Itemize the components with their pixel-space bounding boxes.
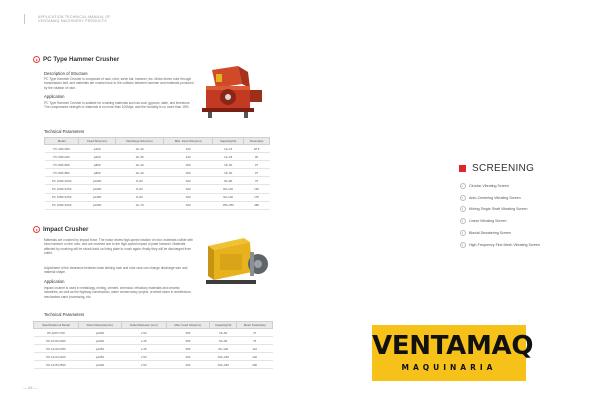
table-cell: PC 400×300 bbox=[45, 145, 79, 153]
header-rule bbox=[24, 14, 35, 24]
screening-item bbox=[460, 206, 527, 212]
column-header: Outlet Diameter (mm) bbox=[121, 322, 166, 329]
table-cell: PC 800×800 bbox=[45, 169, 79, 177]
column-header: Capacity(t/h) bbox=[213, 138, 244, 145]
table-cell: 200 bbox=[237, 361, 273, 369]
table-cell: 60~80 bbox=[213, 177, 244, 185]
table-cell: φ1000 bbox=[79, 329, 122, 337]
table-cell: 132 bbox=[237, 353, 273, 361]
table-cell: 320 bbox=[164, 177, 213, 185]
impact-desc-text-2: Adjustment of the clearance between back striking rack and rotor rack can change discharge size and material shape. bbox=[44, 266, 188, 275]
table-cell: 10~35 bbox=[115, 153, 163, 161]
arrow-bullet-icon bbox=[460, 206, 466, 212]
screening-item-label: High-Frequency Fine Mesh Vibrating Screen bbox=[469, 242, 540, 247]
table-cell: φ1300 bbox=[79, 361, 122, 369]
table-cell: 480 bbox=[244, 201, 270, 209]
header-line-2: VENTAMAQ MACHINERY PRODUCTS bbox=[38, 19, 107, 24]
table-cell: 350 bbox=[166, 329, 209, 337]
column-header: Specification & Model bbox=[34, 322, 79, 329]
table-cell: 350 bbox=[166, 337, 209, 345]
table-header-row bbox=[45, 138, 270, 145]
screening-item-label: Biaxial Dewatering Screen bbox=[469, 230, 512, 235]
table-cell: ≤ 45 bbox=[121, 337, 166, 345]
table-cell: 80~120 bbox=[213, 185, 244, 193]
screening-item bbox=[460, 242, 540, 248]
hammer-app-text: PC Type Hammer Crusher is suitable for crushing materials such as coal, gypsum, slate, and limestone. The compressive strength of materials is no more than 100Mpa, and the humidity is no more than 15%. bbox=[44, 101, 191, 110]
table-row bbox=[45, 185, 270, 193]
screening-item-label: Linear Vibrating Screen bbox=[469, 219, 507, 224]
hammer-crusher-image bbox=[198, 62, 266, 124]
column-header: Max. Feed Size(mm) bbox=[166, 322, 209, 329]
table-cell: 132 bbox=[244, 185, 270, 193]
impact-parameters-table bbox=[33, 321, 273, 369]
table-cell: φ1000 bbox=[79, 337, 122, 345]
table-cell: 15~30 bbox=[213, 161, 244, 169]
play-bullet-icon bbox=[33, 56, 40, 63]
table-row bbox=[45, 169, 270, 177]
screening-item bbox=[460, 183, 509, 189]
table-cell: 100 bbox=[164, 145, 213, 153]
table-cell: PC 800×600 bbox=[45, 161, 79, 169]
table-cell: 8~60 bbox=[115, 177, 163, 185]
table-cell: PC 1600×1600 bbox=[45, 201, 79, 209]
table-cell: 30 bbox=[244, 153, 270, 161]
table-cell: ≤ 50 bbox=[121, 353, 166, 361]
ventamaq-logo bbox=[372, 325, 534, 381]
table-cell: ≤ 50 bbox=[121, 361, 166, 369]
impact-desc-text: Materials are crushed by impact force. The motor drives high-speed rotation of rotor, materials collide with blow hammer on the rotor, and are crushed due to the high-speed impact of plate hammer. Materials affected by crushing will be struck back on lining plate to crush again; finally they will be discharged from outlet. bbox=[44, 238, 193, 255]
table-cell: φ1000 bbox=[79, 177, 116, 185]
table-cell: 37 bbox=[244, 161, 270, 169]
table-row bbox=[34, 345, 273, 353]
table-cell: 100~250 bbox=[210, 361, 237, 369]
table-cell: 10~30 bbox=[115, 145, 163, 153]
table-row bbox=[34, 337, 273, 345]
table-cell: 37 bbox=[237, 329, 273, 337]
arrow-bullet-icon bbox=[460, 218, 466, 224]
table-cell: 100~180 bbox=[210, 353, 237, 361]
screening-item bbox=[460, 230, 511, 236]
table-cell: 180~250 bbox=[213, 201, 244, 209]
table-cell: 320 bbox=[164, 201, 213, 209]
table-cell: PF-1007×700 bbox=[34, 329, 79, 337]
table-cell: φ1250 bbox=[79, 193, 116, 201]
screening-item-label: Circular Vibrating Screen bbox=[469, 184, 509, 188]
column-header: Capacity(t/h) bbox=[210, 322, 237, 329]
column-header: Discharge Size(mm) bbox=[115, 138, 163, 145]
table-row bbox=[34, 361, 273, 369]
table-cell: 200 bbox=[164, 169, 213, 177]
column-header: Max. Feed Size(mm) bbox=[164, 138, 213, 145]
red-square-icon bbox=[459, 165, 466, 172]
arrow-bullet-icon bbox=[460, 183, 466, 189]
impact-crusher-image bbox=[198, 232, 274, 294]
table-cell: 320 bbox=[164, 193, 213, 201]
table-cell: 75 bbox=[244, 177, 270, 185]
table-row bbox=[45, 161, 270, 169]
table-cell: 37 bbox=[244, 169, 270, 177]
hammer-table-title: Technical Parameters bbox=[44, 129, 85, 134]
table-row bbox=[45, 193, 270, 201]
table-cell: 350 bbox=[166, 345, 209, 353]
column-header: Rotor Diameter(mm) bbox=[79, 322, 122, 329]
header-line-1: APPLICATION TECHNICAL MANUAL OF bbox=[38, 15, 111, 19]
logo-wordmark: VENTAMAQ bbox=[372, 331, 534, 361]
column-header: Feed Size(mm) bbox=[79, 138, 116, 145]
table-cell: 10~15 bbox=[213, 145, 244, 153]
hammer-parameters-table bbox=[44, 137, 270, 210]
table-cell: PC 600×400 bbox=[45, 153, 79, 161]
table-cell: 320 bbox=[164, 185, 213, 193]
impact-section-title: Impact Crusher bbox=[33, 226, 88, 233]
table-cell: 90~130 bbox=[213, 193, 244, 201]
table-cell: PC 1000×1250 bbox=[45, 185, 79, 193]
screening-item bbox=[460, 195, 521, 201]
table-row bbox=[45, 145, 270, 153]
table-cell: 12~18 bbox=[213, 153, 244, 161]
arrow-bullet-icon bbox=[460, 242, 466, 248]
table-cell: φ1000 bbox=[79, 185, 116, 193]
table-cell: 120 bbox=[164, 153, 213, 161]
table-cell: φ800 bbox=[79, 169, 116, 177]
column-header: Power(kw) bbox=[244, 138, 270, 145]
page-number: — 04 — bbox=[23, 385, 38, 390]
running-header bbox=[38, 15, 111, 24]
table-row bbox=[45, 177, 270, 185]
hammer-section-title: PC Type Hammer Crusher bbox=[33, 56, 119, 63]
impact-app-heading: Application bbox=[44, 279, 65, 284]
table-cell: φ400 bbox=[79, 145, 116, 153]
table-cell: 110 bbox=[237, 345, 273, 353]
table-cell: 18.5 bbox=[244, 145, 270, 153]
table-row bbox=[45, 201, 270, 209]
column-header: Motor Power(kw) bbox=[237, 322, 273, 329]
table-header-row bbox=[34, 322, 273, 329]
table-cell: 8~60 bbox=[115, 185, 163, 193]
table-row bbox=[34, 353, 273, 361]
table-cell: 50~90 bbox=[210, 337, 237, 345]
table-cell: 200 bbox=[164, 161, 213, 169]
table-cell: φ1250 bbox=[79, 353, 122, 361]
table-cell: ≤ 50 bbox=[121, 329, 166, 337]
arrow-bullet-icon bbox=[460, 195, 466, 201]
logo-subtitle: MAQUINARIA bbox=[401, 363, 497, 372]
screening-item-label: Auto-Centering Vibrating Screen bbox=[469, 195, 521, 200]
hammer-app-heading: Application bbox=[44, 94, 65, 99]
table-cell: φ800 bbox=[79, 161, 116, 169]
arrow-bullet-icon bbox=[460, 230, 466, 236]
table-cell: 15~30 bbox=[213, 169, 244, 177]
screening-title: SCREENING bbox=[459, 163, 534, 174]
table-cell: φ600 bbox=[79, 153, 116, 161]
table-cell: 60~120 bbox=[210, 345, 237, 353]
table-cell: ≤ 45 bbox=[121, 345, 166, 353]
table-cell: 8~60 bbox=[115, 193, 163, 201]
table-cell: PF-1010×1000 bbox=[34, 337, 79, 345]
table-cell: 75 bbox=[237, 337, 273, 345]
table-cell: PC 1250×1250 bbox=[45, 193, 79, 201]
table-cell: 10~40 bbox=[115, 161, 163, 169]
table-cell: 176 bbox=[244, 193, 270, 201]
screening-item-label: Mining Single Shaft Vibrating Screen bbox=[469, 207, 528, 212]
impact-table-title: Technical Parameters bbox=[44, 312, 85, 317]
table-cell: φ1250 bbox=[79, 345, 122, 353]
table-row bbox=[45, 153, 270, 161]
table-cell: PF-1214×1400 bbox=[34, 353, 79, 361]
table-cell: 10~40 bbox=[115, 169, 163, 177]
play-bullet-icon bbox=[33, 226, 40, 233]
table-cell: φ1600 bbox=[79, 201, 116, 209]
hammer-desc-text: PC Type Hammer Crusher is composed of rack, rotor, sieve bar, hammer, etc. Motor drives rotor through transmission belt, and materials are crushed due to the collision between hammer and materials produced by the rotation of rotor. bbox=[44, 77, 194, 90]
table-cell: PF-1210×1050 bbox=[34, 345, 79, 353]
screening-item bbox=[460, 218, 507, 224]
hammer-desc-heading: Description of Structure bbox=[44, 71, 88, 76]
table-cell: 400 bbox=[166, 353, 209, 361]
table-cell: PC 1000×1000 bbox=[45, 177, 79, 185]
table-cell: 10~70 bbox=[115, 201, 163, 209]
impact-app-text: Impact crusher is used in metallurgy, mining, cement, chemical, refractory materials and ceramic industries, as well as the highway construction, water conservancy project, crushed stone in architecture, mechanism sand processing, etc. bbox=[44, 286, 192, 299]
table-cell: 400 bbox=[166, 361, 209, 369]
table-cell: 15~50 bbox=[210, 329, 237, 337]
table-row bbox=[34, 329, 273, 337]
column-header: Model bbox=[45, 138, 79, 145]
table-cell: PF-1315×1500 bbox=[34, 361, 79, 369]
